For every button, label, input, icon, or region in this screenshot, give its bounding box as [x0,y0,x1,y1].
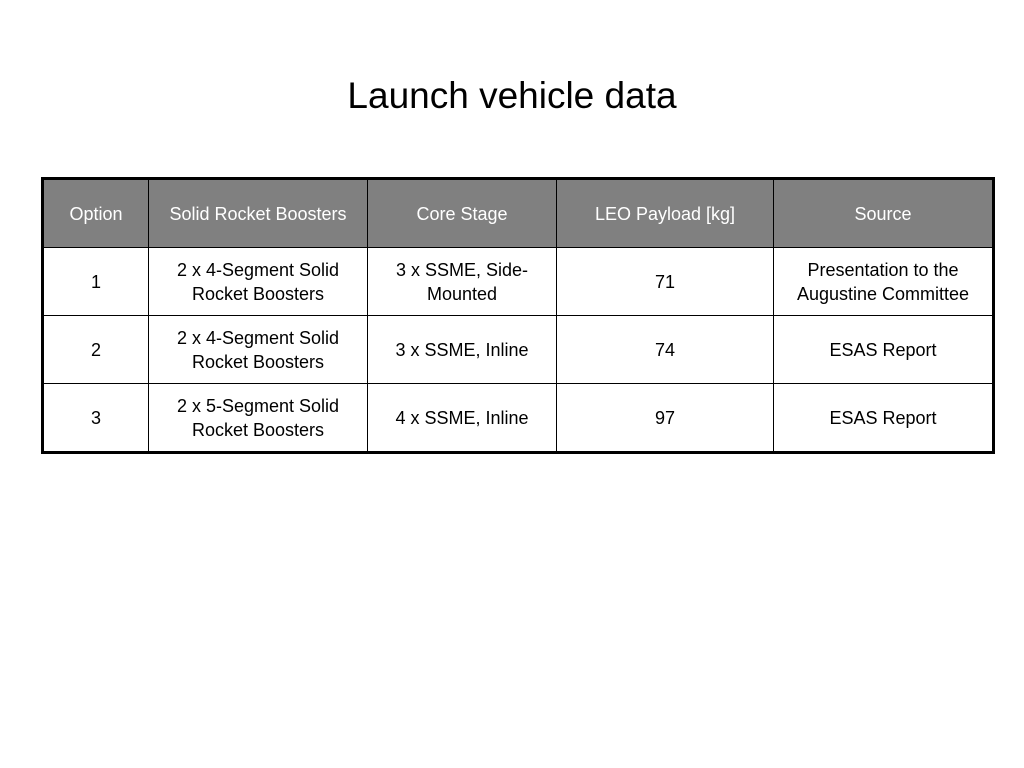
cell-option: 3 [43,384,149,453]
cell-leo-payload: 74 [557,316,774,384]
cell-option: 2 [43,316,149,384]
cell-solid-rocket-boosters: 2 x 4-Segment Solid Rocket Boosters [149,316,368,384]
header-solid-rocket-boosters: Solid Rocket Boosters [149,179,368,248]
header-option: Option [43,179,149,248]
table-row [43,384,994,453]
cell-core-stage: 3 x SSME, Side-Mounted [368,248,557,316]
header-source: Source [774,179,994,248]
cell-solid-rocket-boosters: 2 x 5-Segment Solid Rocket Boosters [149,384,368,453]
cell-source: ESAS Report [774,384,994,453]
slide-title: Launch vehicle data [347,75,677,116]
cell-solid-rocket-boosters: 2 x 4-Segment Solid Rocket Boosters [149,248,368,316]
cell-leo-payload: 97 [557,384,774,453]
cell-core-stage: 3 x SSME, Inline [368,316,557,384]
table-header-row [43,179,994,248]
table-row [43,248,994,316]
header-core-stage: Core Stage [368,179,557,248]
cell-source: Presentation to the Augustine Committee [774,248,994,316]
launch-vehicle-table [41,177,995,454]
cell-option: 1 [43,248,149,316]
cell-leo-payload: 71 [557,248,774,316]
header-leo-payload: LEO Payload [kg] [557,179,774,248]
cell-source: ESAS Report [774,316,994,384]
cell-core-stage: 4 x SSME, Inline [368,384,557,453]
table-row [43,316,994,384]
